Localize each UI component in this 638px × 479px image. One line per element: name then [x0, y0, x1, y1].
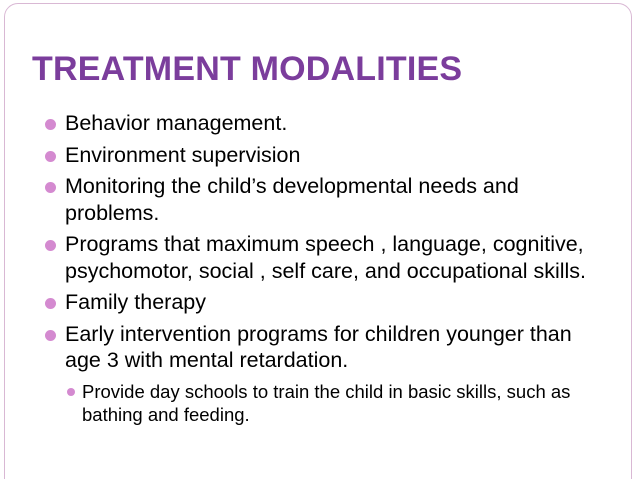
sub-bullet-text: Provide day schools to train the child in basic skills, such as bathing and feeding. — [82, 380, 571, 425]
bullet-text: Environment supervision — [65, 142, 301, 167]
bullet-dot-icon — [45, 119, 56, 130]
sub-bullet-item — [65, 380, 605, 426]
bullet-text: Early intervention programs for children younger than age 3 with mental retardation. — [65, 321, 572, 372]
bullet-item — [45, 321, 605, 426]
bullet-list — [45, 110, 605, 431]
bullet-item — [45, 173, 605, 226]
bullet-dot-icon — [45, 240, 56, 251]
bullet-text: Programs that maximum speech , language, cognitive, psychomotor, social , self care, and occupational skills. — [65, 232, 587, 283]
bullet-dot-icon — [45, 330, 56, 341]
bullet-item — [45, 142, 605, 169]
bullet-item — [45, 289, 605, 316]
bullet-item — [45, 231, 605, 284]
bullet-text: Monitoring the child’s developmental needs and problems. — [65, 174, 519, 225]
sub-bullet-list — [65, 380, 605, 426]
bullet-dot-icon — [67, 388, 75, 396]
bullet-dot-icon — [45, 182, 56, 193]
bullet-item — [45, 110, 605, 137]
bullet-text: Behavior management. — [65, 111, 288, 135]
bullet-dot-icon — [45, 151, 56, 162]
slide-title: TREATMENT MODALITIES — [32, 50, 463, 88]
bullet-dot-icon — [45, 298, 56, 309]
bullet-text: Family therapy — [65, 290, 206, 314]
